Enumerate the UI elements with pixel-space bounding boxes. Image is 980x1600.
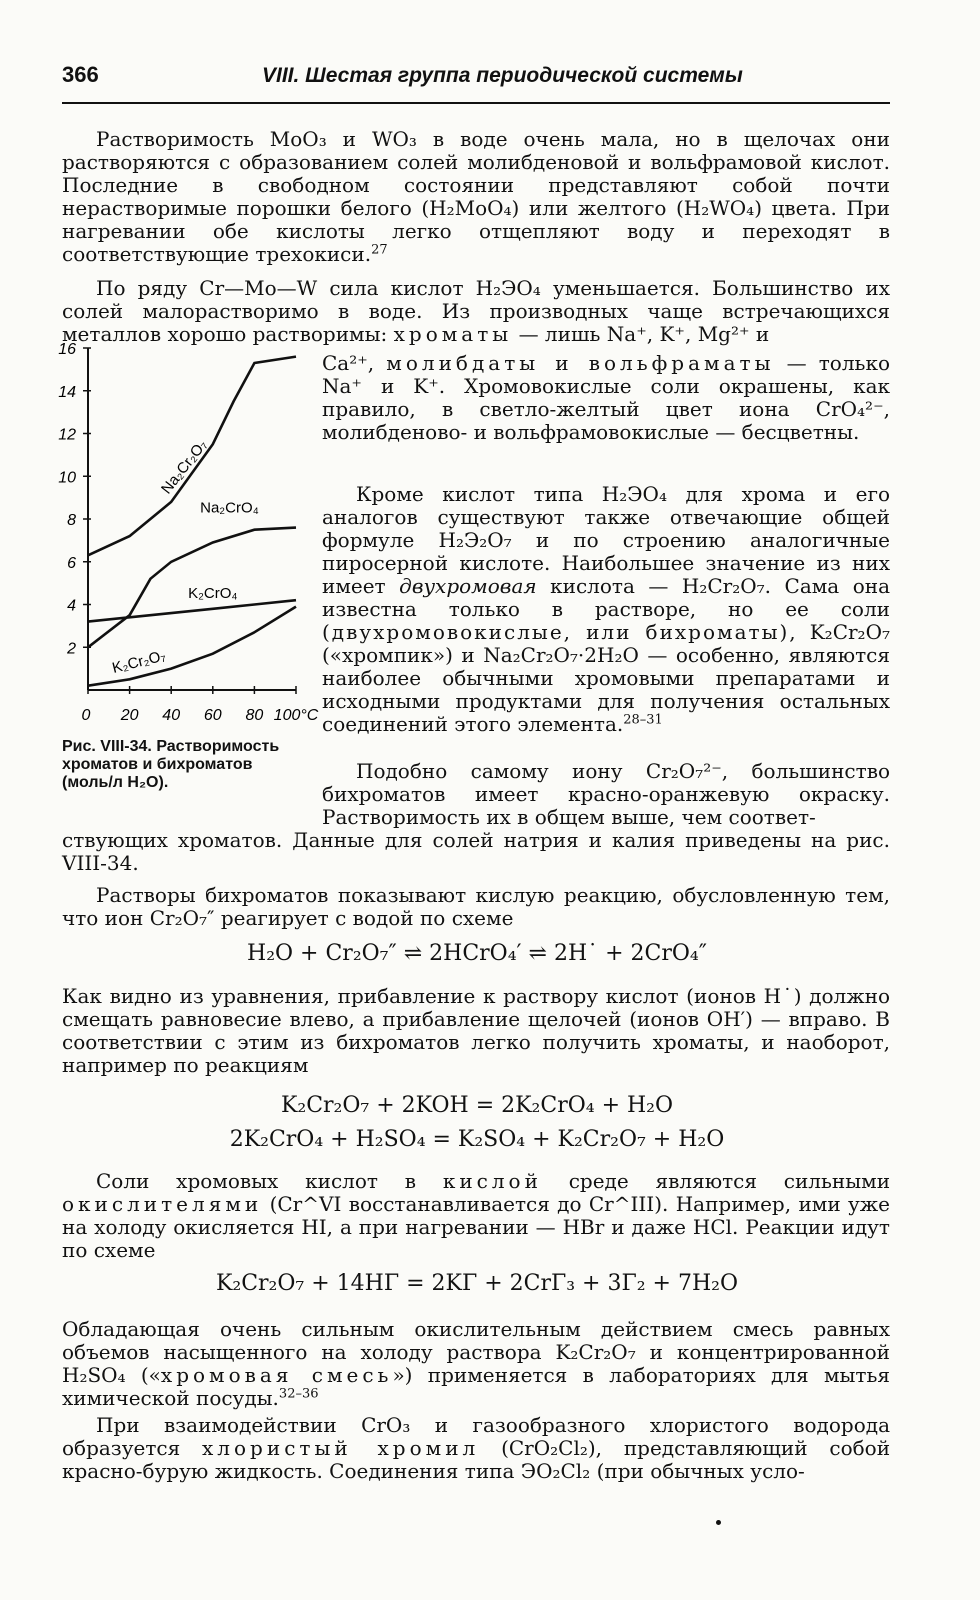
- footnote-ref: 28–31: [623, 712, 663, 728]
- series-label-3: K₂Cr₂O₇: [110, 647, 168, 677]
- chart-svg: [56, 340, 322, 740]
- paragraph-3: Кроме кислот типа H₂ЭO₄ для хрома и его аналогов существуют также отвечающие общей формуле H₂Э₂O₇ и по строению аналогичные пиросерной кислоте. Наибольшее значение из них имеет двухромовая кислота — H₂Cr₂O₇. Сама она известна только в растворе, но ее соли (двухромовокислые, или бихроматы), K₂Cr₂O₇ («хромпик») и Na₂Cr₂O₇·2H₂O — особенно, являются наиболее обычными хромовыми препаратами и исходными продуктами для получения остальных соединений этого элемента.$^{28-31}$: [322, 482, 891, 736]
- y-tick-label: 6: [67, 554, 76, 572]
- paragraph-2: По ряду Cr—Mo—W сила кислот H₂ЭO₄ уменьшается. Большинство их солей малорастворимо в воде. Из производных чаще встречающихся металлов хорошо растворимы: хроматы — лишь Na⁺, K⁺, Mg²⁺ и: [62, 276, 890, 346]
- y-tick-label: 4: [67, 597, 76, 615]
- x-tick-label: 0: [81, 707, 91, 724]
- x-tick-label: 20: [120, 707, 139, 724]
- paragraph-6: Как видно из уравнения, прибавление к раствору кислот (ионов H˙) должно смещать равновесие влево, а прибавление щелочей (ионов OH′) — вправо. В соответствии с этим из бихроматов легко получить хроматы, и наоборот, например по реакциям: [62, 984, 890, 1077]
- paragraph-8: Обладающая очень сильным окислительным действием смесь равных объемов насыщенного на холоду раствора K₂Cr₂O₇ и концентрированной H₂SO₄ («хромовая смесь») применяется в лабораториях для мытья химической посуды.$^{32-36}$: [62, 1317, 890, 1410]
- y-tick-label: 10: [58, 469, 76, 487]
- figure-caption: Рис. VIII-34. Растворимость хроматов и бихроматов (моль/л H₂O).: [62, 738, 280, 791]
- paragraph-1: Растворимость MoO₃ и WO₃ в воде очень мала, но в щелочах они растворяются с образованием солей молибденовой и вольфрамовой кислот. Последние в свободном состоянии представляют собой почти нерастворимые порошки белого (H₂MoO₄) или желтого (H₂WO₄) цвета. При нагревании обе кислоты легко отщепляют воду и переходят в соответствующие трехокиси.$^{27}$: [62, 127, 890, 266]
- equation-2: K₂Cr₂O₇ + 2KOH = 2K₂CrO₄ + H₂O: [280, 1093, 674, 1118]
- x-tick-label: 60: [203, 707, 222, 724]
- series-label-2: K₂CrO₄: [188, 585, 238, 603]
- page-header: [62, 62, 890, 104]
- y-tick-label: 2: [67, 640, 76, 658]
- paragraph-9: При взаимодействии CrO₃ и газообразного хлористого водорода образуется хлористый хромил (CrO₂Cl₂), представляющий собой красно-бурую жидкость. Соединения типа ЭO₂Cl₂ (при обычных усло-: [62, 1413, 891, 1483]
- running-title: VIII. Шестая группа периодической системы: [262, 64, 743, 87]
- paragraph-7: Соли хромовых кислот в кислой среде являются сильными окислителями (Cr^VI восстанавливается до Cr^III). Например, ими уже на холоду окисляется HI, а при нагревании — HBr и даже HCl. Реакции идут по схеме: [62, 1169, 891, 1262]
- paragraph-4: Подобно самому иону Cr₂O₇²⁻, большинство бихроматов имеет красно-оранжевую окраску. Растворимость их в общем выше, чем соответ-: [322, 759, 890, 829]
- series-label-0: Na₂Cr₂O₇: [158, 436, 211, 498]
- solubility-chart: [56, 340, 322, 740]
- page-number: 366: [62, 62, 99, 87]
- x-tick-label: 80: [245, 707, 264, 724]
- y-tick-label: 12: [58, 426, 76, 444]
- series-label-1: Na₂CrO₄: [200, 499, 259, 517]
- x-tick-label: 100°C: [273, 707, 319, 724]
- paragraph-5: Растворы бихроматов показывают кислую реакцию, обусловленную тем, что ион Cr₂O₇″ реагирует с водой по схеме: [62, 883, 890, 930]
- paragraph-4-continued: ствующих хроматов. Данные для солей натрия и калия приведены на рис. VIII-34.: [62, 828, 890, 875]
- y-tick-label: 8: [67, 512, 76, 529]
- equation-4: K₂Cr₂O₇ + 14HΓ = 2KΓ + 2CrΓ₃ + 3Γ₂ + 7H₂O: [215, 1271, 739, 1296]
- stray-dot: [716, 1520, 721, 1525]
- footnote-ref: 27: [371, 242, 388, 258]
- footnote-ref: 32–36: [278, 1386, 319, 1402]
- y-tick-label: 16: [58, 341, 76, 358]
- y-tick-label: 14: [58, 383, 76, 401]
- series-line-2: [88, 600, 296, 621]
- paragraph-2-continued: Ca²⁺, молибдаты и вольфраматы — только Na⁺ и K⁺. Хромовокислые соли окрашены, как правило, в светло-желтый цвет иона CrO₄²⁻, молибденово- и вольфрамовокислые — бесцветны.: [322, 351, 890, 444]
- x-tick-label: 40: [162, 707, 181, 724]
- equation-1: H₂O + Cr₂O₇″ ⇌ 2HCrO₄′ ⇌ 2H˙ + 2CrO₄″: [247, 941, 707, 966]
- equation-3: 2K₂CrO₄ + H₂SO₄ = K₂SO₄ + K₂Cr₂O₇ + H₂O: [229, 1127, 725, 1152]
